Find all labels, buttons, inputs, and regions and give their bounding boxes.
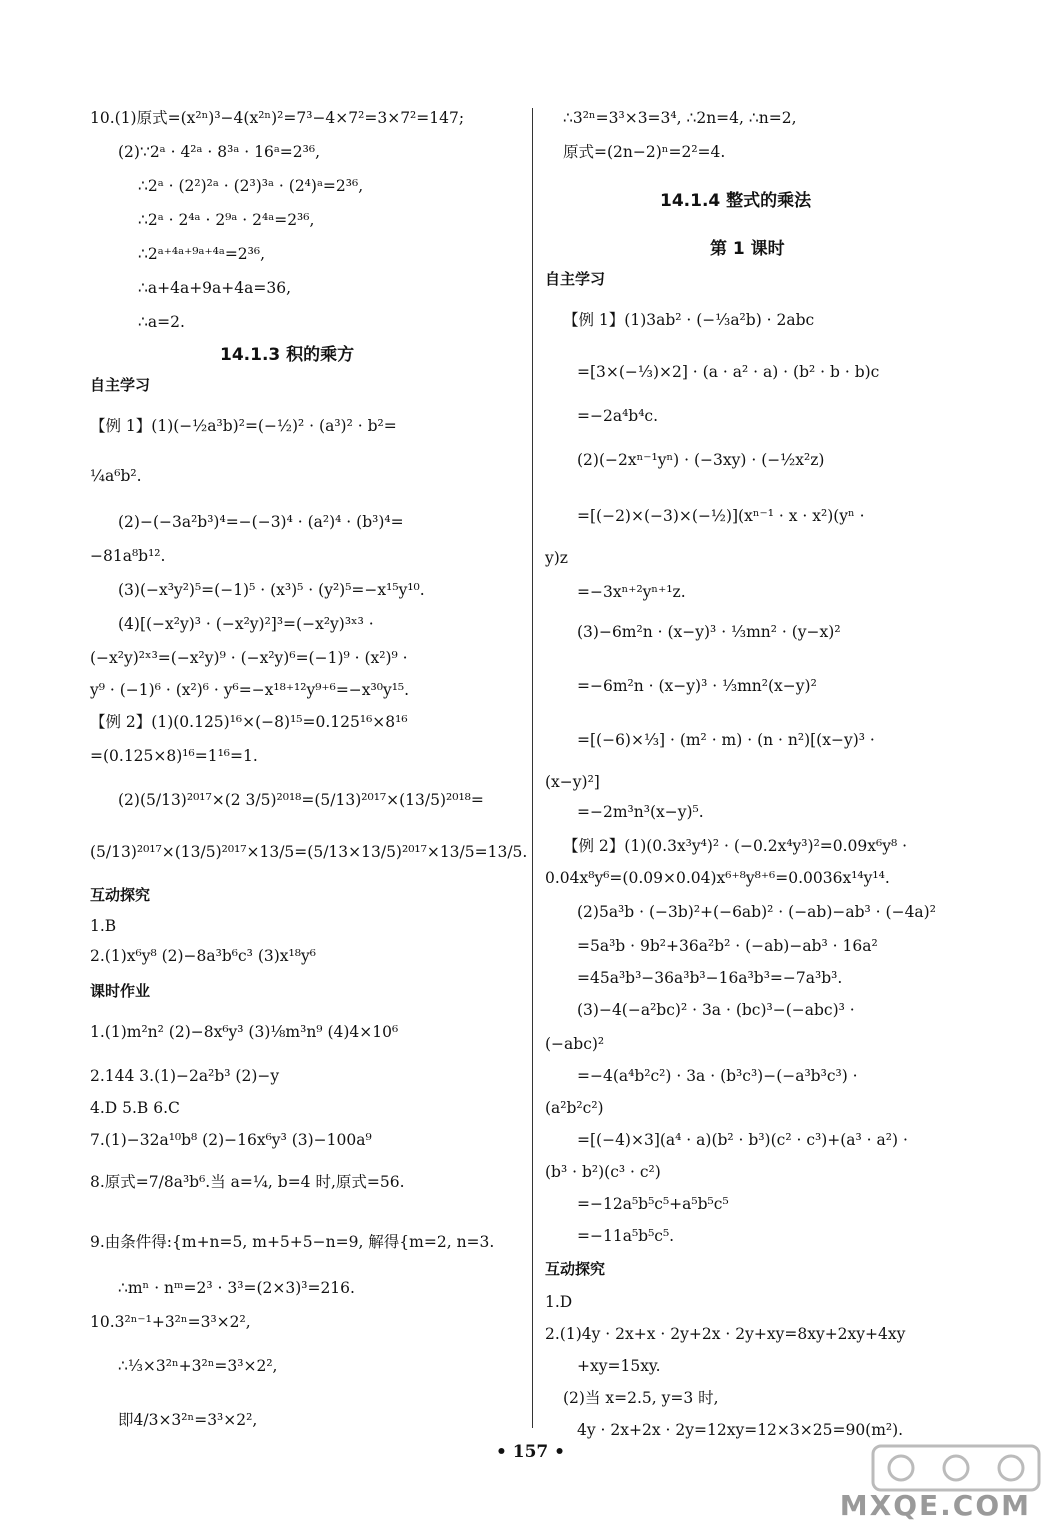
right-line: =−12a⁵b⁵c⁵+a⁵b⁵c⁵ bbox=[577, 1195, 729, 1213]
left-line: ¼a⁶b². bbox=[90, 467, 142, 485]
right-line: 4y · 2x+2x · 2y=12xy=12×3×25=90(m²). bbox=[577, 1421, 904, 1439]
left-line: (2)∵2ᵃ · 4²ᵃ · 8³ᵃ · 16ᵃ=2³⁶, bbox=[118, 143, 321, 161]
right-line: =−11a⁵b⁵c⁵. bbox=[577, 1227, 675, 1245]
left-line: 1.(1)m²n² (2)−8x⁶y³ (3)⅛m³n⁹ (4)4×10⁶ bbox=[90, 1023, 399, 1041]
right-line: 原式=(2n−2)ⁿ=2²=4. bbox=[563, 143, 726, 161]
left-line: ∴⅓×3²ⁿ+3²ⁿ=3³×2², bbox=[118, 1357, 278, 1375]
subsection-label: 互动探究 bbox=[545, 1260, 606, 1278]
right-line: =−2m³n³(x−y)⁵. bbox=[577, 803, 704, 821]
left-line: −81a⁸b¹². bbox=[90, 547, 166, 565]
right-line: 【例 1】(1)3ab² · (−⅓a²b) · 2abc bbox=[563, 311, 815, 329]
left-line: ∴2ᵃ · (2²)²ᵃ · (2³)³ᵃ · (2⁴)ᵃ=2³⁶, bbox=[138, 177, 364, 195]
left-line: (2)−(−3a²b³)⁴=−(−3)⁴ · (a²)⁴ · (b³)⁴= bbox=[118, 513, 404, 531]
left-line: 【例 2】(1)(0.125)¹⁶×(−8)¹⁵=0.125¹⁶×8¹⁶ bbox=[90, 713, 408, 731]
right-line: (3)−6m²n · (x−y)³ · ⅓mn² · (y−x)² bbox=[577, 623, 841, 641]
right-line: =[(−4)×3](a⁴ · a)(b² · b³)(c² · c³)+(a³ · a²) · bbox=[577, 1131, 908, 1149]
left-line: 4.D 5.B 6.C bbox=[90, 1099, 180, 1117]
right-line: =[3×(−⅓)×2] · (a · a² · a) · (b² · b · b)c bbox=[577, 363, 880, 381]
left-line: =(0.125×8)¹⁶=1¹⁶=1. bbox=[90, 747, 258, 765]
subsection-label: 自主学习 bbox=[90, 376, 151, 394]
right-line: =[(−2)×(−3)×(−½)](xⁿ⁻¹ · x · x²)(yⁿ · bbox=[577, 507, 865, 525]
left-line: ∴mⁿ · nᵐ=2³ · 3³=(2×3)³=216. bbox=[118, 1279, 355, 1297]
right-line: (x−y)²] bbox=[545, 773, 600, 791]
left-line: 2.144 3.(1)−2a²b³ (2)−y bbox=[90, 1067, 280, 1085]
right-line: ∴3²ⁿ=3³×3=3⁴, ∴2n=4, ∴n=2, bbox=[563, 109, 797, 127]
left-line: (2)(5/13)²⁰¹⁷×(2 3/5)²⁰¹⁸=(5/13)²⁰¹⁷×(13/5)²⁰¹⁸= bbox=[118, 791, 484, 809]
left-line: 2.(1)x⁶y⁸ (2)−8a³b⁶c³ (3)x¹⁸y⁶ bbox=[90, 947, 316, 965]
right-line: =45a³b³−36a³b³−16a³b³=−7a³b³. bbox=[577, 969, 843, 987]
left-line: 7.(1)−32a¹⁰b⁸ (2)−16x⁶y³ (3)−100a⁹ bbox=[90, 1131, 372, 1149]
right-line: (b³ · b²)(c³ · c²) bbox=[545, 1163, 661, 1181]
right-line: (3)−4(−a²bc)² · 3a · (bc)³−(−abc)³ · bbox=[577, 1001, 855, 1019]
right-line: (2)5a³b · (−3b)²+(−6ab)² · (−ab)−ab³ · (−4a)² bbox=[577, 903, 936, 921]
left-line: (4)[(−x²y)³ · (−x²y)²]³=(−x²y)³ˣ³ · bbox=[118, 615, 374, 633]
section-heading: 14.1.3 积的乘方 bbox=[220, 345, 355, 365]
right-line: +xy=15xy. bbox=[577, 1357, 661, 1375]
subsection-label: 课时作业 bbox=[90, 982, 151, 1000]
left-line: y⁹ · (−1)⁶ · (x²)⁶ · y⁶=−x¹⁸⁺¹²y⁹⁺⁶=−x³⁰y¹⁵. bbox=[90, 681, 410, 699]
left-line: 【例 1】(1)(−½a³b)²=(−½)² · (a³)² · b²= bbox=[90, 417, 397, 435]
right-line: 0.04x⁸y⁶=(0.09×0.04)x⁶⁺⁸y⁸⁺⁶=0.0036x¹⁴y¹⁴. bbox=[545, 869, 890, 887]
watermark-text: MXQE.COM bbox=[839, 1489, 1031, 1522]
right-line: 【例 2】(1)(0.3x³y⁴)² · (−0.2x⁴y³)²=0.09x⁶y⁸ · bbox=[563, 837, 908, 855]
left-line: (5/13)²⁰¹⁷×(13/5)²⁰¹⁷×13/5=(5/13×13/5)²⁰¹⁷×13/5=13/5. bbox=[90, 843, 528, 861]
left-line: 9.由条件得:{m+n=5, m+5+5−n=9, 解得{m=2, n=3. bbox=[90, 1233, 495, 1251]
right-line: 2.(1)4y · 2x+x · 2y+2x · 2y+xy=8xy+2xy+4xy bbox=[545, 1325, 906, 1343]
right-line: y)z bbox=[545, 549, 568, 567]
left-line: 10.(1)原式=(x²ⁿ)³−4(x²ⁿ)²=7³−4×7²=3×7²=147; bbox=[90, 109, 465, 127]
right-line: =[(−6)×⅓] · (m² · m) · (n · n²)[(x−y)³ · bbox=[577, 731, 875, 749]
left-line: (3)(−x³y²)⁵=(−1)⁵ · (x³)⁵ · (y²)⁵=−x¹⁵y¹⁰. bbox=[118, 581, 425, 599]
right-line: (2)(−2xⁿ⁻¹yⁿ) · (−3xy) · (−½x²z) bbox=[577, 451, 825, 469]
left-line: ∴a=2. bbox=[138, 313, 185, 331]
right-line: =−3xⁿ⁺²yⁿ⁺¹z. bbox=[577, 583, 686, 601]
right-line: (a²b²c²) bbox=[545, 1099, 604, 1117]
left-line: 8.原式=7/8a³b⁶.当 a=¼, b=4 时,原式=56. bbox=[90, 1173, 405, 1191]
column-divider bbox=[532, 108, 533, 1428]
left-line: 10.3²ⁿ⁻¹+3²ⁿ=3³×2², bbox=[90, 1313, 251, 1331]
left-line: ∴2ᵃ · 2⁴ᵃ · 2⁹ᵃ · 2⁴ᵃ=2³⁶, bbox=[138, 211, 315, 229]
right-line: =−6m²n · (x−y)³ · ⅓mn²(x−y)² bbox=[577, 677, 817, 695]
subsection-label: 互动探究 bbox=[90, 886, 151, 904]
subsection-label: 自主学习 bbox=[545, 270, 606, 288]
left-line: (−x²y)²ˣ³=(−x²y)⁹ · (−x²y)⁶=(−1)⁹ · (x²)⁹ · bbox=[90, 649, 408, 667]
right-line: (−abc)² bbox=[545, 1035, 605, 1053]
section-heading: 第 1 课时 bbox=[710, 239, 785, 259]
left-line: ∴2ᵃ⁺⁴ᵃ⁺⁹ᵃ⁺⁴ᵃ=2³⁶, bbox=[138, 245, 266, 263]
right-line: =5a³b · 9b²+36a²b² · (−ab)−ab³ · 16a² bbox=[577, 937, 878, 955]
left-line: 即4/3×3²ⁿ=3³×2², bbox=[118, 1411, 258, 1429]
left-line: ∴a+4a+9a+4a=36, bbox=[138, 279, 292, 297]
right-line: 1.D bbox=[545, 1293, 573, 1311]
right-line: =−4(a⁴b²c²) · 3a · (b³c³)−(−a³b³c³) · bbox=[577, 1067, 858, 1085]
right-line: =−2a⁴b⁴c. bbox=[577, 407, 659, 425]
page-number: • 157 • bbox=[495, 1442, 566, 1462]
left-line: 1.B bbox=[90, 917, 117, 935]
right-line: (2)当 x=2.5, y=3 时, bbox=[563, 1389, 719, 1407]
section-heading: 14.1.4 整式的乘法 bbox=[660, 191, 812, 211]
